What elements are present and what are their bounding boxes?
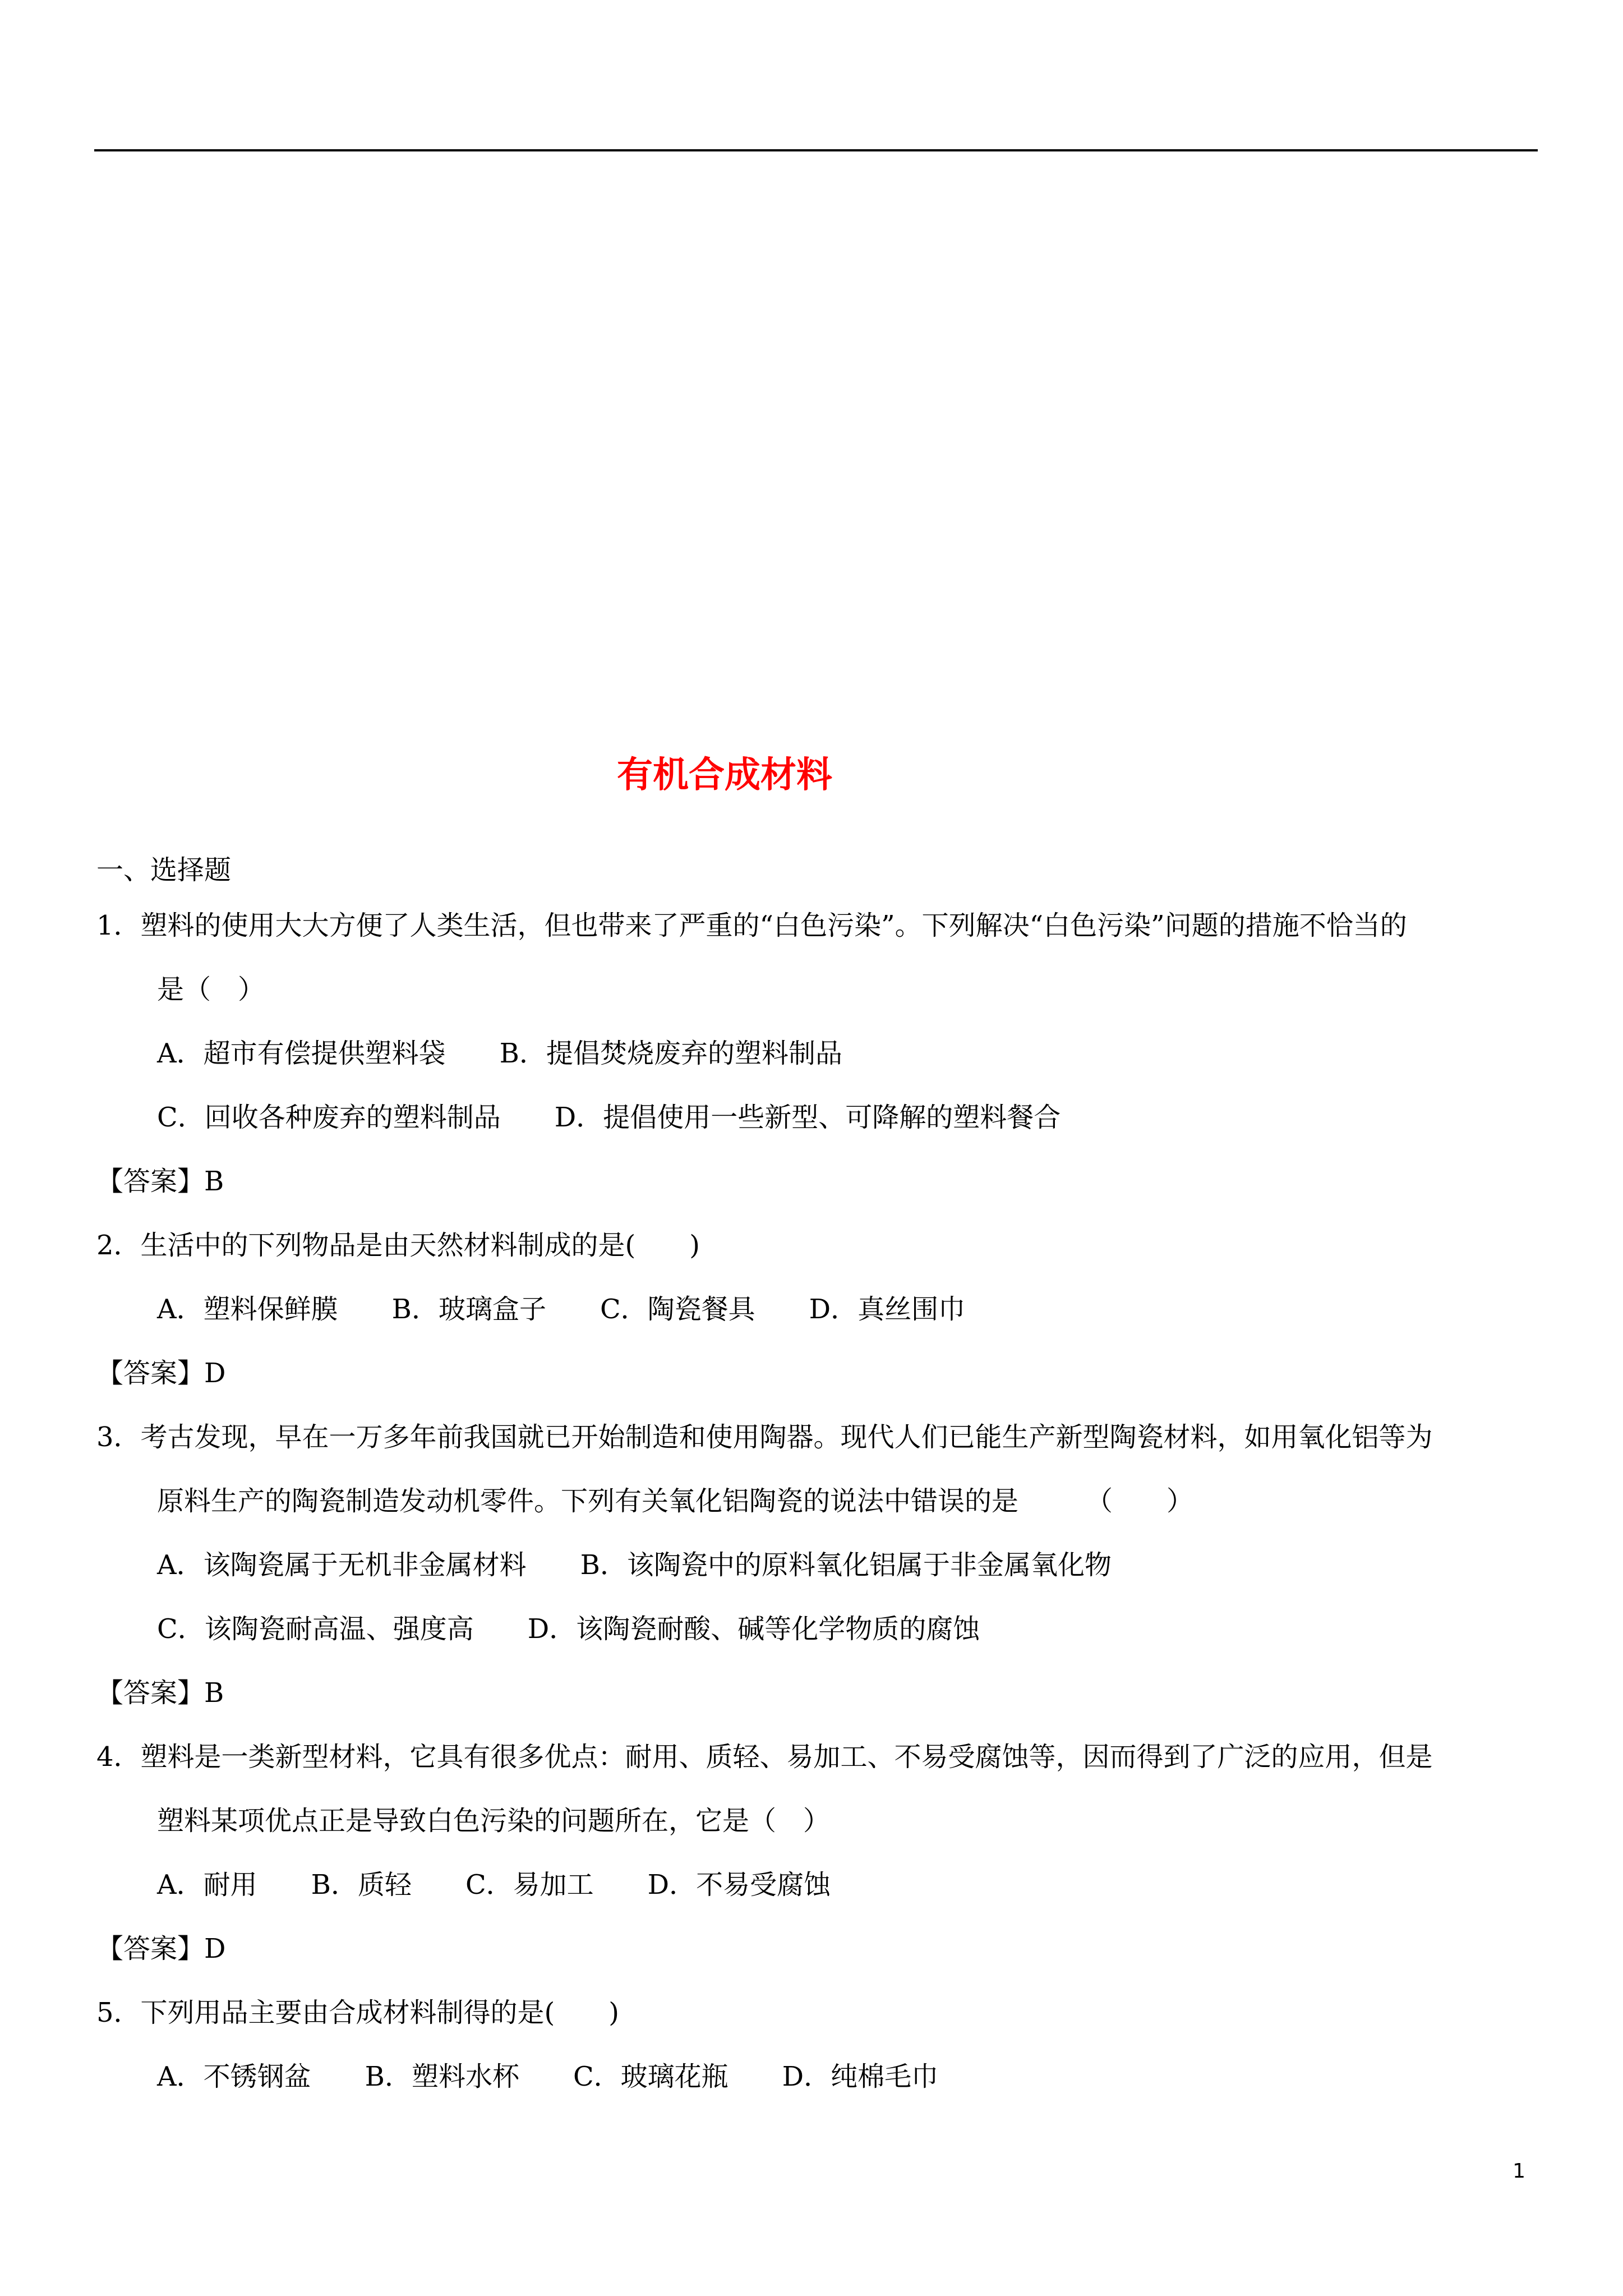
question-3-options-row2: C．该陶瓷耐高温、强度高 D．该陶瓷耐酸、碱等化学物质的腐蚀	[157, 1613, 980, 1645]
question-1-options-row1: A．超市有偿提供塑料袋 B．提倡焚烧废弃的塑料制品	[157, 1038, 842, 1069]
question-4-options: A．耐用 B．质轻 C．易加工 D．不易受腐蚀	[157, 1869, 831, 1901]
question-4-answer: 【答案】D	[96, 1933, 226, 1964]
question-2-answer: 【答案】D	[96, 1358, 226, 1389]
question-3-answer: 【答案】B	[96, 1677, 224, 1709]
document-title: 有机合成材料	[617, 754, 832, 796]
question-5-text: 5．下列用品主要由合成材料制得的是( )	[96, 1997, 619, 2028]
question-1-options-row2: C．回收各种废弃的塑料制品 D．提倡使用一些新型、可降解的塑料餐合	[157, 1102, 1061, 1133]
question-3-text: 3．考古发现，早在一万多年前我国就已开始制造和使用陶器。现代人们已能生产新型陶瓷材料，如用氧化铝等为	[96, 1421, 1433, 1453]
question-2-options: A．塑料保鲜膜 B．玻璃盒子 C．陶瓷餐具 D．真丝围巾	[157, 1294, 966, 1325]
question-5-options: A．不锈钢盆 B．塑料水杯 C．玻璃花瓶 D．纯棉毛巾	[157, 2061, 939, 2092]
question-1-text: 1．塑料的使用大大方便了人类生活，但也带来了严重的“白色污染”。下列解决“白色污染”问题的措施不恰当的	[96, 910, 1407, 941]
question-1-text-cont: 是（ ）	[157, 974, 265, 1005]
question-2-text: 2．生活中的下列物品是由天然材料制成的是( )	[96, 1230, 700, 1261]
header-rule	[94, 149, 1538, 151]
question-4-text: 4．塑料是一类新型材料，它具有很多优点：耐用、质轻、易加工、不易受腐蚀等，因而得到了广泛的应用，但是	[96, 1741, 1433, 1773]
page-number: 1	[1513, 2160, 1525, 2183]
question-3-options-row1: A．该陶瓷属于无机非金属材料 B．该陶瓷中的原料氧化铝属于非金属氧化物	[157, 1549, 1112, 1581]
question-4-text-cont: 塑料某项优点正是导致白色污染的问题所在，它是（ ）	[157, 1805, 831, 1837]
question-3-text-cont: 原料生产的陶瓷制造发动机零件。下列有关氧化铝陶瓷的说法中错误的是 （ ）	[157, 1485, 1194, 1517]
section-heading: 一、选择题	[96, 854, 232, 886]
question-1-answer: 【答案】B	[96, 1166, 224, 1197]
